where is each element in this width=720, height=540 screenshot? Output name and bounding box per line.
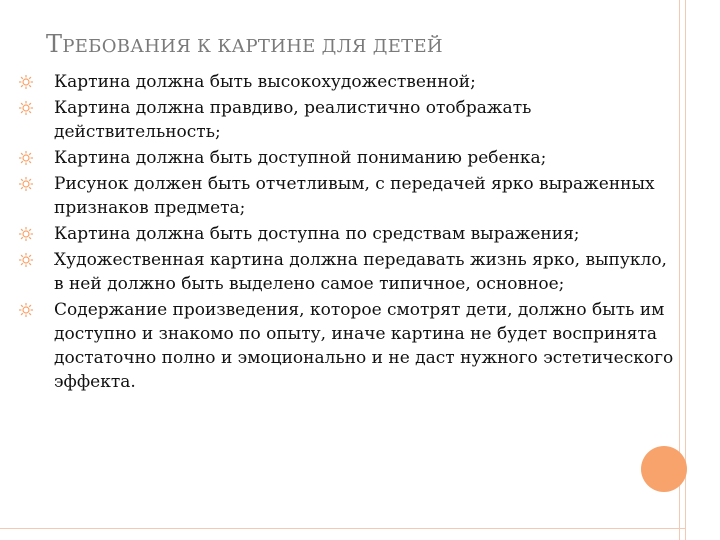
list-item bbox=[18, 248, 678, 296]
bullet-text: Картина должна правдиво, реалистично отображать действительность; bbox=[54, 98, 532, 142]
title-rest: РЕБОВАНИЯ К КАРТИНЕ ДЛЯ ДЕТЕЙ bbox=[62, 36, 443, 57]
list-item bbox=[18, 70, 678, 94]
bullet-text: Рисунок должен быть отчетливым, с передачей ярко выраженных признаков предмета; bbox=[54, 174, 655, 218]
sun-icon bbox=[18, 252, 34, 268]
bullet-text: Содержание произведения, которое смотрят дети, должно быть им доступно и знакомо по опыту, иначе картина не будет воспринята достаточно полно и эмоционально и не даст нужного эстетического эффекта. bbox=[54, 300, 674, 392]
sun-icon bbox=[18, 176, 34, 192]
bullet-text: Картина должна быть высокохудожественной; bbox=[54, 72, 476, 92]
slide-title bbox=[46, 30, 443, 58]
sun-icon bbox=[18, 74, 34, 90]
bullet-text: Картина должна быть доступной пониманию ребенка; bbox=[54, 148, 547, 168]
decorative-circle bbox=[641, 446, 687, 492]
bullet-list bbox=[18, 70, 678, 396]
decorative-horizontal-line bbox=[0, 528, 685, 529]
sun-icon bbox=[18, 226, 34, 242]
bullet-text: Картина должна быть доступна по средствам выражения; bbox=[54, 224, 580, 244]
sun-icon bbox=[18, 150, 34, 166]
title-first-letter: Т bbox=[46, 30, 63, 58]
sun-icon bbox=[18, 302, 34, 318]
list-item bbox=[18, 172, 678, 220]
bullet-text: Художественная картина должна передавать жизнь ярко, выпукло, в ней должно быть выделено самое типичное, основное; bbox=[54, 250, 667, 294]
list-item bbox=[18, 298, 678, 394]
list-item bbox=[18, 222, 678, 246]
list-item bbox=[18, 146, 678, 170]
sun-icon bbox=[18, 100, 34, 116]
list-item bbox=[18, 96, 678, 144]
